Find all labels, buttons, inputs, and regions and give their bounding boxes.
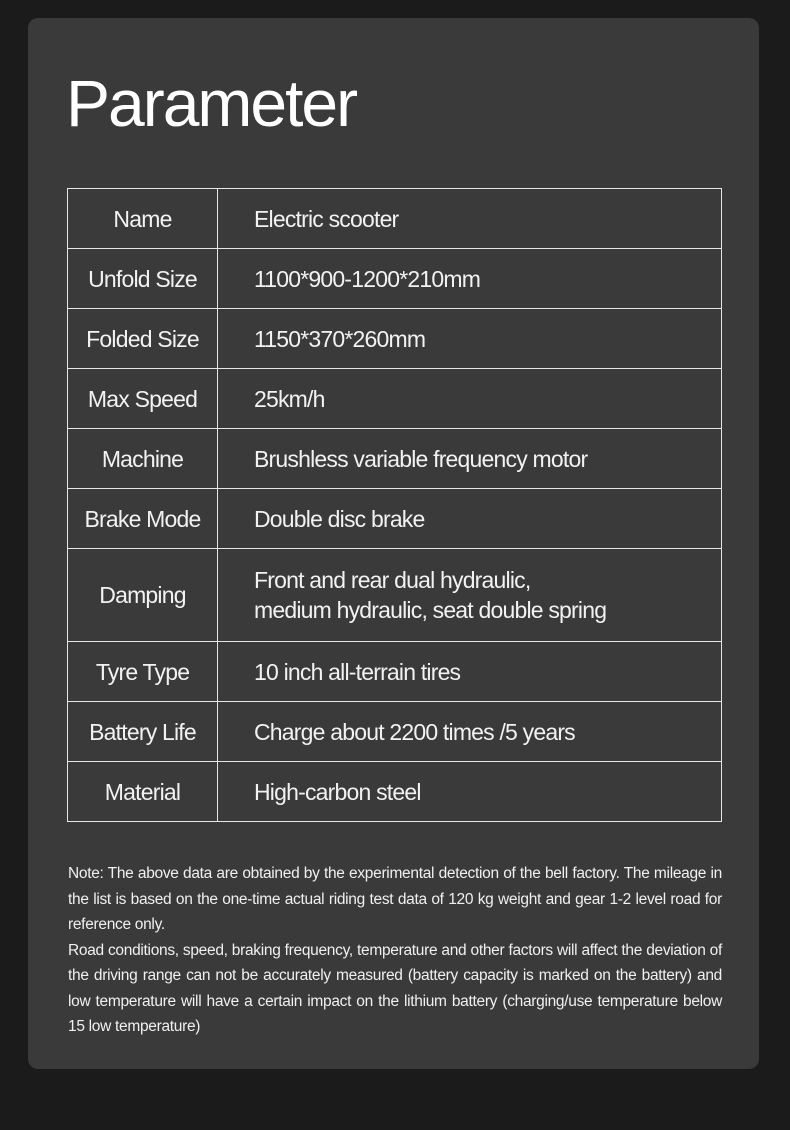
table-row: [68, 309, 722, 369]
param-value: [218, 549, 722, 642]
param-label: Machine: [68, 429, 218, 489]
parameter-card: [28, 18, 759, 1069]
param-value: Charge about 2200 times /5 years: [218, 702, 722, 762]
param-value: Electric scooter: [218, 189, 722, 249]
table-row: [68, 642, 722, 702]
footnote-paragraph: Road conditions, speed, braking frequency, temperature and other factors will affect the deviation of the driving range can not be accurately measured (battery capacity is marked on the battery) and low temperature will have a certain impact on the lithium battery (charging/use temperature below 15 low temperature): [68, 941, 722, 1035]
table-row: [68, 369, 722, 429]
param-label: Material: [68, 762, 218, 822]
table-row: [68, 762, 722, 822]
param-label: Name: [68, 189, 218, 249]
param-label: Battery Life: [68, 702, 218, 762]
table-row: [68, 702, 722, 762]
param-label: Folded Size: [68, 309, 218, 369]
param-value: Brushless variable frequency motor: [218, 429, 722, 489]
param-label: Tyre Type: [68, 642, 218, 702]
param-label: Damping: [68, 549, 218, 642]
table-row: [68, 249, 722, 309]
param-label: Brake Mode: [68, 489, 218, 549]
page-title: Parameter: [66, 66, 357, 140]
table-row: [68, 549, 722, 642]
param-value-line: medium hydraulic, seat double spring: [254, 597, 607, 623]
table-row: [68, 189, 722, 249]
param-value: 1100*900-1200*210mm: [218, 249, 722, 309]
footnote-paragraph: Note: The above data are obtained by the experimental detection of the bell factory. The mileage in the list is based on the one-time actual riding test data of 120 kg weight and gear 1-2 level road for reference only.: [68, 865, 722, 933]
table-row: [68, 429, 722, 489]
param-value: 1150*370*260mm: [218, 309, 722, 369]
param-value: Double disc brake: [218, 489, 722, 549]
table-row: [68, 489, 722, 549]
param-value: 10 inch all-terrain tires: [218, 642, 722, 702]
param-value-line: Front and rear dual hydraulic,: [254, 567, 531, 593]
param-label: Max Speed: [68, 369, 218, 429]
parameter-table: [67, 188, 722, 822]
footnote: [68, 861, 722, 1040]
param-value: 25km/h: [218, 369, 722, 429]
param-value: High-carbon steel: [218, 762, 722, 822]
param-label: Unfold Size: [68, 249, 218, 309]
